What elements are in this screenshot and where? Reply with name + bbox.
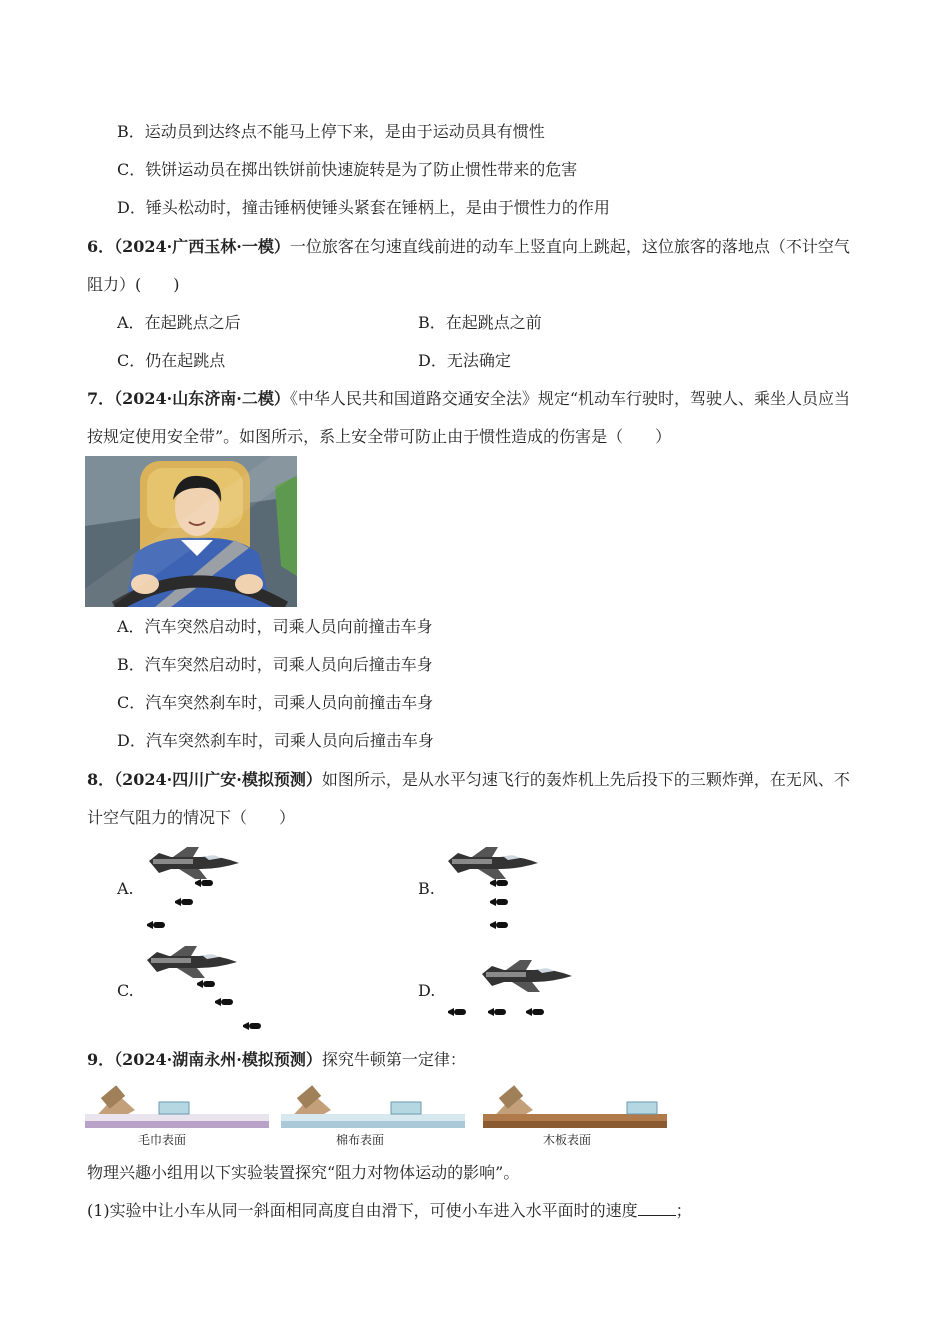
q6-option-c[interactable] <box>117 351 225 371</box>
option-label: C． <box>117 160 146 179</box>
bomber-jet-icon <box>448 847 538 879</box>
bomb-icon <box>448 1008 466 1016</box>
bomber-jet-icon <box>149 847 239 879</box>
answer-blank[interactable] <box>638 1201 676 1216</box>
q8-option-b-figure[interactable] <box>444 845 554 940</box>
caption-cotton: 棉布表面 <box>336 1133 385 1147</box>
bomber-jet-icon <box>147 946 237 978</box>
question-number: 7． <box>87 389 115 408</box>
question-text: 如图所示，是从水平匀速飞行的轰炸机上先后投下的三颗炸弹，在无风、不 <box>321 770 850 789</box>
q8-option-b-letter[interactable]: B. <box>418 879 435 898</box>
q6-option-d[interactable] <box>418 351 511 371</box>
option-text: 在起跳点之后 <box>144 313 241 332</box>
option-label: C． <box>117 693 146 712</box>
option-text: 汽车突然刹车时，司乘人员向后撞击车身 <box>145 731 434 750</box>
bomb-icon <box>195 879 213 887</box>
option-label: B． <box>117 122 145 141</box>
caption-towel: 毛巾表面 <box>138 1133 187 1147</box>
subquestion-text: (1)实验中让小车从同一斜面相同高度自由滑下，可使小车进入水平面时的速度 <box>87 1201 638 1220</box>
q7-option-b[interactable] <box>117 655 433 675</box>
bomb-icon <box>490 898 508 906</box>
q9-subquestion-1 <box>87 1201 692 1221</box>
cotton-surface-setup <box>281 1085 465 1128</box>
option-text: 汽车突然刹车时，司乘人员向前撞击车身 <box>145 693 434 712</box>
q8-option-a-figure[interactable] <box>145 845 255 940</box>
option-text: 运动员到达终点不能马上停下来，是由于运动员具有惯性 <box>144 122 545 141</box>
q9-description: 物理兴趣小组用以下实验装置探究“阻力对物体运动的影响”。 <box>87 1163 520 1182</box>
bomb-icon <box>488 1008 506 1016</box>
q6-option-b[interactable] <box>418 313 542 333</box>
q8-option-c-figure[interactable] <box>143 944 273 1036</box>
question-text: 一位旅客在匀速直线前进的动车上竖直向上跳起，这位旅客的落地点（不计空气 <box>289 237 850 256</box>
option-text: 汽车突然启动时，司乘人员向后撞击车身 <box>144 655 433 674</box>
question-number: 9． <box>87 1050 115 1069</box>
q7-stem <box>87 389 850 409</box>
option-label: B． <box>418 313 446 332</box>
q6-stem-cont: 阻力）( ) <box>87 275 180 294</box>
q8-stem-cont: 计空气阻力的情况下（ ） <box>87 808 296 827</box>
option-text: 在起跳点之前 <box>445 313 542 332</box>
question-source: （2024·山东济南·二模） <box>114 389 290 408</box>
q9-stem <box>87 1050 466 1070</box>
option-label: A． <box>117 313 145 332</box>
surface-experiment-figure <box>85 1082 670 1130</box>
q8-stem <box>87 770 850 790</box>
bomb-icon <box>490 879 508 887</box>
q7-stem-cont: 按规定使用安全带”。如图所示，系上安全带可防止由于惯性造成的伤害是（ ） <box>87 427 672 446</box>
option-label: C． <box>117 351 146 370</box>
subquestion-punct: ； <box>675 1201 692 1220</box>
bomb-icon <box>215 998 233 1006</box>
option-label: D． <box>418 351 447 370</box>
question-number: 8． <box>87 770 115 789</box>
question-number: 6． <box>87 237 115 256</box>
bomb-icon <box>197 980 215 988</box>
option-label: D． <box>117 198 146 217</box>
question-source: （2024·广西玉林·一模） <box>114 237 290 256</box>
q6-option-a[interactable] <box>117 313 241 333</box>
bomb-icon <box>243 1022 261 1030</box>
option-label: A． <box>117 617 145 636</box>
bomb-icon <box>147 921 165 929</box>
q5-option-c[interactable] <box>117 160 577 180</box>
option-label: B． <box>117 655 145 674</box>
option-text: 仍在起跳点 <box>145 351 226 370</box>
option-text: 锤头松动时，撞击锤柄使锤头紧套在锤柄上，是由于惯性力的作用 <box>145 198 610 217</box>
bomb-icon <box>175 898 193 906</box>
towel-surface-setup <box>85 1085 269 1128</box>
q5-option-b[interactable] <box>117 122 545 142</box>
bomb-icon <box>490 921 508 929</box>
q8-option-d-figure[interactable] <box>444 958 584 1022</box>
question-source: （2024·四川广安·模拟预测） <box>114 770 322 789</box>
question-source: （2024·湖南永州·模拟预测） <box>114 1050 322 1069</box>
question-text: 探究牛顿第一定律： <box>321 1050 466 1069</box>
wood-surface-setup <box>483 1085 667 1128</box>
q7-option-c[interactable] <box>117 693 433 713</box>
option-label: D． <box>117 731 146 750</box>
bomber-jet-icon <box>482 960 572 992</box>
q7-option-d[interactable] <box>117 731 434 751</box>
option-text: 汽车突然启动时，司乘人员向前撞击车身 <box>144 617 433 636</box>
q8-option-c-letter[interactable]: C. <box>117 981 134 1000</box>
q7-option-a[interactable] <box>117 617 433 637</box>
option-text: 无法确定 <box>446 351 511 370</box>
question-text: 《中华人民共和国道路交通安全法》规定“机动车行驶时，驾驶人、乘坐人员应当 <box>289 389 851 408</box>
driver-seatbelt-illustration <box>85 456 297 607</box>
option-text: 铁饼运动员在掷出铁饼前快速旋转是为了防止惯性带来的危害 <box>145 160 578 179</box>
q8-option-d-letter[interactable]: D. <box>418 981 436 1000</box>
bomb-icon <box>526 1008 544 1016</box>
q6-stem <box>87 237 850 257</box>
q5-option-d[interactable] <box>117 198 610 218</box>
q8-option-a-letter[interactable]: A. <box>117 879 134 898</box>
caption-wood: 木板表面 <box>543 1133 592 1147</box>
